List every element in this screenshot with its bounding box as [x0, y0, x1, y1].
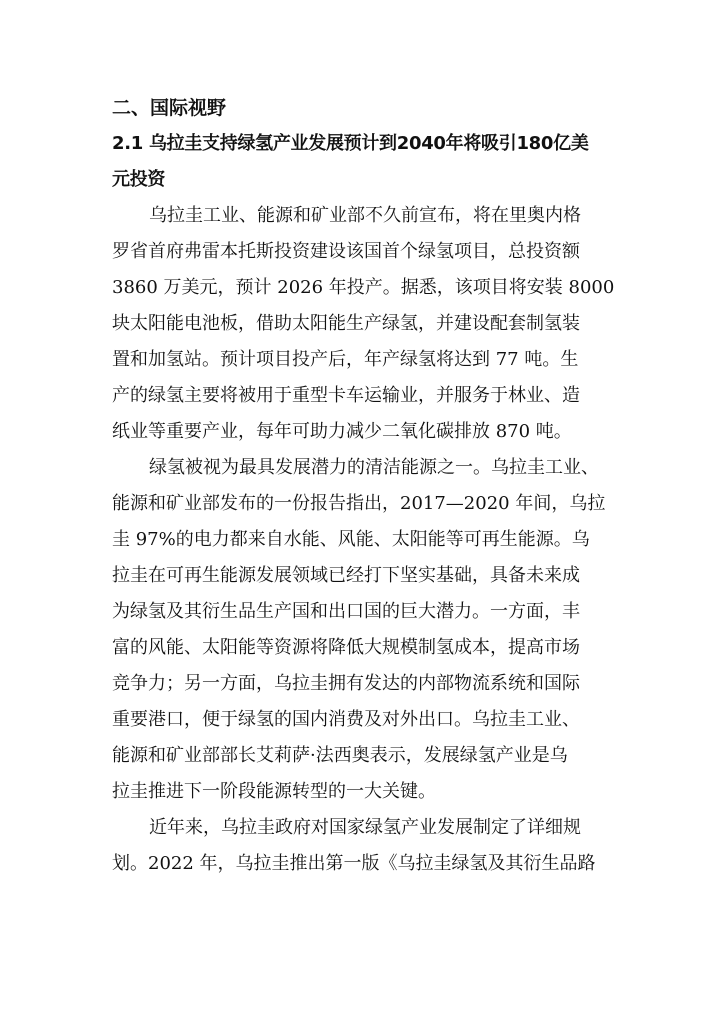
paragraph-line: 块太阳能电池板，借助太阳能生产绿氢，并建设配套制氢装: [112, 313, 580, 334]
paragraph-line: 为绿氢及其衍生品生产国和出口国的巨大潜力。一方面，丰: [112, 601, 580, 622]
paragraph-line: 能源和矿业部部长艾莉萨·法西奥表示，发展绿氢产业是乌: [112, 745, 568, 766]
paragraph-line: 能源和矿业部发布的一份报告指出，2017—2020 年间，乌拉: [112, 493, 606, 514]
paragraph-line: 3860 万美元，预计 2026 年投产。据悉，该项目将安装 8000: [112, 277, 615, 298]
paragraph-line: 近年来，乌拉圭政府对国家绿氢产业发展制定了详细规: [149, 817, 581, 838]
paragraph-line: 置和加氢站。预计项目投产后，年产绿氢将达到 77 吨。生: [112, 349, 579, 370]
paragraph-line: 拉圭推进下一阶段能源转型的一大关键。: [112, 781, 436, 802]
paragraph-3: [112, 810, 617, 882]
paragraph-line: 绿氢被视为最具发展潜力的清洁能源之一。乌拉圭工业、: [149, 457, 599, 478]
document-content: [112, 90, 617, 882]
paragraph-line: 纸业等重要产业，每年可助力减少二氧化碳排放 870 吨。: [112, 421, 572, 442]
article-heading: [112, 126, 617, 198]
paragraph-line: 产的绿氢主要将被用于重型卡车运输业，并服务于林业、造: [112, 385, 580, 406]
article-heading-line: 元投资: [112, 169, 166, 190]
paragraph-line: 拉圭在可再生能源发展领域已经打下坚实基础，具备未来成: [112, 565, 580, 586]
section-title: 二、国际视野: [112, 97, 227, 119]
paragraph-line: 罗省首府弗雷本托斯投资建设该国首个绿氢项目，总投资额: [112, 241, 580, 262]
article-heading-line: 2.1 乌拉圭支持绿氢产业发展预计到2040年将吸引180亿美: [112, 133, 589, 154]
paragraph-line: 富的风能、太阳能等资源将降低大规模制氢成本，提高市场: [112, 637, 580, 658]
paragraph-line: 竞争力；另一方面，乌拉圭拥有发达的内部物流系统和国际: [112, 673, 580, 694]
paragraph-line: 划。2022 年，乌拉圭推出第一版《乌拉圭绿氢及其衍生品路: [112, 853, 596, 874]
paragraph-1: [112, 198, 617, 450]
paragraph-line: 乌拉圭工业、能源和矿业部不久前宣布，将在里奥内格: [149, 205, 581, 226]
paragraph-line: 重要港口，便于绿氢的国内消费及对外出口。乌拉圭工业、: [112, 709, 580, 730]
paragraph-line: 圭 97%的电力都来自水能、风能、太阳能等可再生能源。乌: [112, 529, 590, 550]
paragraph-2: [112, 450, 617, 810]
